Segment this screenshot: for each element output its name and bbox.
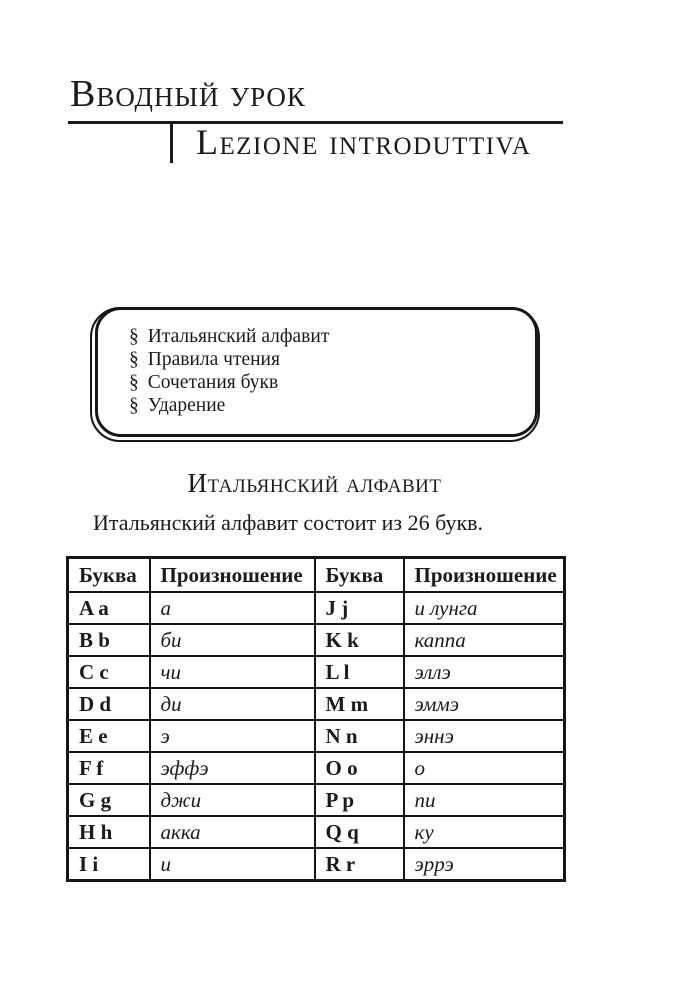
- section-marker: §: [129, 372, 139, 393]
- pronunciation-cell: ку: [404, 816, 565, 848]
- pronunciation-cell: о: [404, 752, 565, 784]
- table-row: [68, 592, 565, 624]
- topic-item: [129, 394, 535, 417]
- topic-label: Итальянский алфавит: [147, 326, 330, 347]
- pronunciation-cell: а: [150, 592, 315, 624]
- topic-label: Правила чтения: [147, 349, 280, 370]
- letter-cell: M m: [315, 688, 404, 720]
- section-marker: §: [129, 349, 139, 370]
- letter-cell: K k: [315, 624, 404, 656]
- pronunciation-cell: ди: [150, 688, 315, 720]
- table-row: [68, 784, 565, 816]
- lesson-topics-list: [98, 310, 535, 417]
- pronunciation-cell: и: [150, 848, 315, 881]
- letter-cell: J j: [315, 592, 404, 624]
- pronunciation-cell: эммэ: [404, 688, 565, 720]
- letter-cell: L l: [315, 656, 404, 688]
- pronunciation-cell: пи: [404, 784, 565, 816]
- letter-cell: R r: [315, 848, 404, 881]
- letter-cell: F f: [68, 752, 150, 784]
- letter-cell: E e: [68, 720, 150, 752]
- table-row: [68, 752, 565, 784]
- chapter-title-italian: Lezione introduttiva: [196, 122, 532, 162]
- table-row: [68, 688, 565, 720]
- column-header-letter: Буква: [315, 558, 404, 593]
- letter-cell: C c: [68, 656, 150, 688]
- letter-cell: P p: [315, 784, 404, 816]
- pronunciation-cell: э: [150, 720, 315, 752]
- pronunciation-cell: чи: [150, 656, 315, 688]
- section-marker: §: [129, 395, 139, 416]
- topic-item: [129, 371, 535, 394]
- pronunciation-cell: эррэ: [404, 848, 565, 881]
- topic-item: [129, 325, 535, 348]
- alphabet-table: [66, 556, 566, 882]
- section-heading: Итальянский алфавит: [187, 468, 442, 498]
- letter-cell: I i: [68, 848, 150, 881]
- pronunciation-cell: эллэ: [404, 656, 565, 688]
- pronunciation-cell: каппа: [404, 624, 565, 656]
- column-header-pronunciation: Произношение: [150, 558, 315, 593]
- table-row: [68, 624, 565, 656]
- letter-cell: A a: [68, 592, 150, 624]
- letter-cell: N n: [315, 720, 404, 752]
- letter-cell: H h: [68, 816, 150, 848]
- section-marker: §: [129, 326, 139, 347]
- table-header-row: [68, 558, 565, 593]
- letter-cell: O o: [315, 752, 404, 784]
- chapter-title-russian: Вводный урок: [70, 73, 306, 115]
- pronunciation-cell: акка: [150, 816, 315, 848]
- pronunciation-cell: и лунга: [404, 592, 565, 624]
- letter-cell: D d: [68, 688, 150, 720]
- pronunciation-cell: би: [150, 624, 315, 656]
- table-row: [68, 656, 565, 688]
- table-row: [68, 816, 565, 848]
- table-row: [68, 720, 565, 752]
- topic-label: Ударение: [147, 395, 226, 416]
- intro-sentence: Итальянский алфавит состоит из 26 букв.: [93, 510, 484, 535]
- pronunciation-cell: эффэ: [150, 752, 315, 784]
- column-header-letter: Буква: [68, 558, 150, 593]
- lesson-topics-box: [95, 307, 538, 437]
- topic-item: [129, 348, 535, 371]
- topic-label: Сочетания букв: [147, 372, 279, 393]
- header-tick: [170, 124, 173, 163]
- letter-cell: Q q: [315, 816, 404, 848]
- letter-cell: G g: [68, 784, 150, 816]
- pronunciation-cell: джи: [150, 784, 315, 816]
- pronunciation-cell: эннэ: [404, 720, 565, 752]
- letter-cell: B b: [68, 624, 150, 656]
- table-row: [68, 848, 565, 881]
- column-header-pronunciation: Произношение: [404, 558, 565, 593]
